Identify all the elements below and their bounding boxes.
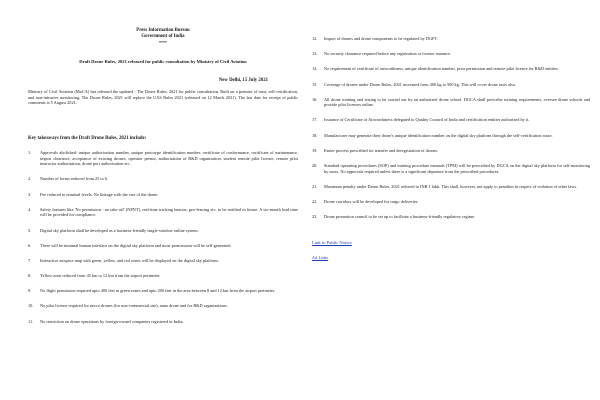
list-item: 20. Standard operating procedures (SOP) and training procedure manuals (TPM) will be prescribed by DGCA on the digital sky platform for self-monitoring by users. No approvals required unless there is a significant departure from the prescribed procedures. <box>312 162 590 174</box>
list-item: 18. Manufacturer may generate their drone's unique identification number on the digital sky platform through the self-certification route. <box>312 132 553 138</box>
list-item: 4. Safety features like 'No permission - no take-off' (NPNT), real-time tracking beacon, geo-fencing etc. to be notified in future. A six-month lead time will be provided for compliance. <box>28 206 298 218</box>
government-name: Government of India <box>141 33 185 39</box>
takeaways-list-left <box>28 150 298 324</box>
right-column <box>312 0 590 260</box>
list-item: 14. No requirement of certificate of airworthiness, unique identification number, prior permission and remote pilot licence for R&D entities. <box>312 66 559 72</box>
header-separator: **** <box>159 39 167 45</box>
list-item: 5. Digital sky platform shall be developed as a business-friendly single-window online system. <box>28 227 199 233</box>
public-notice-link[interactable]: Link to Public Notice <box>312 239 352 245</box>
list-item: 10. No pilot licence required for micro drones (for non-commercial use), nano drone and for R&D organizations. <box>28 303 228 309</box>
list-item: 21. Maximum penalty under Drone Rules, 2021 reduced to INR 1 lakh. This shall, however, not apply to penalties in respect of violation of other laws. <box>312 183 578 189</box>
list-item: 22. Drone corridors will be developed for cargo deliveries. <box>312 198 419 204</box>
takeaways-list-right <box>312 36 590 220</box>
list-item: 13. No security clearance required before any registration or licence issuance. <box>312 51 452 57</box>
intro-paragraph: Ministry of Civil Aviation (MoCA) has released the updated - The Drone Rules, 2021 for public consultation. Built on a premise of trust, self-certification, and non-intrusive monitoring, The Drone Rules, 2021 will replace the UAS Rules 2021 (released on 12 March 2021). The last date for receipt of public comments is 5 August 2021. <box>28 89 298 106</box>
secondary-link[interactable]: Ad. Links <box>312 254 328 260</box>
list-item: 19. Easier process prescribed for transfer and deregistration of drones. <box>312 147 439 153</box>
list-item: 3. Fee reduced to nominal levels. No linkage with the size of the drone. <box>28 191 159 197</box>
list-item: 1. Approvals abolished: unique authorisation number, unique prototype identification number, certificate of conformance, certificate of maintenance, import clearance, acceptance of existing drones, operator permit, authorisation of R&D organisation, student remote pilot licence, remote pilot instructor authorisation, drone port authorisation etc. <box>28 150 298 167</box>
list-item: 16. All drone training and testing to be carried out by an authorized drone school. DGCA shall prescribe training requirements, oversee drone schools and provide pilot licences online. <box>312 96 590 108</box>
list-item: 15. Coverage of drones under Drone Rules, 2021 increased from 300 kg to 500 kg. This will cover drone taxis also. <box>312 81 517 87</box>
list-item: 23. Drone promotion council to be set up to facilitate a business-friendly regulatory regime. <box>312 214 476 220</box>
bureau-name: Press Information Bureau <box>136 28 190 33</box>
dateline: New Delhi, 15 July 2021 <box>218 77 268 83</box>
left-column <box>28 0 298 334</box>
list-item: 12. Import of drones and drone components to be regulated by DGFT. <box>312 36 438 41</box>
key-takeaways-heading: Key takeaways from the Draft Drone Rules, 2021 include: <box>28 135 147 141</box>
release-title: Draft Drone Rules, 2021 released for public consultation by Ministry of Civil Aviation <box>79 58 247 64</box>
list-item: 7. Interactive airspace map with green, yellow, and red zones will be displayed on the digital sky platform. <box>28 257 219 263</box>
list-item: 2. Number of forms reduced from 25 to 6. <box>28 176 109 182</box>
list-item: 8. Yellow zone reduced from 45 km to 12 km from the airport perimeter. <box>28 273 161 279</box>
list-item: 17. Issuance of Certificate of Airworthiness delegated to Quality Council of India and certification entities authorized by it. <box>312 117 530 123</box>
list-item: 11. No restriction on drone operations by foreign-owned companies registered in India. <box>28 318 184 324</box>
list-item: 6. There will be minimal human interface on the digital sky platform and most permissions will be self-generated. <box>28 242 232 248</box>
list-item: 9. No flight permission required upto 400 feet in green zones and upto 200 feet in the area between 8 and 12 km from the airport perimeter. <box>28 288 276 294</box>
